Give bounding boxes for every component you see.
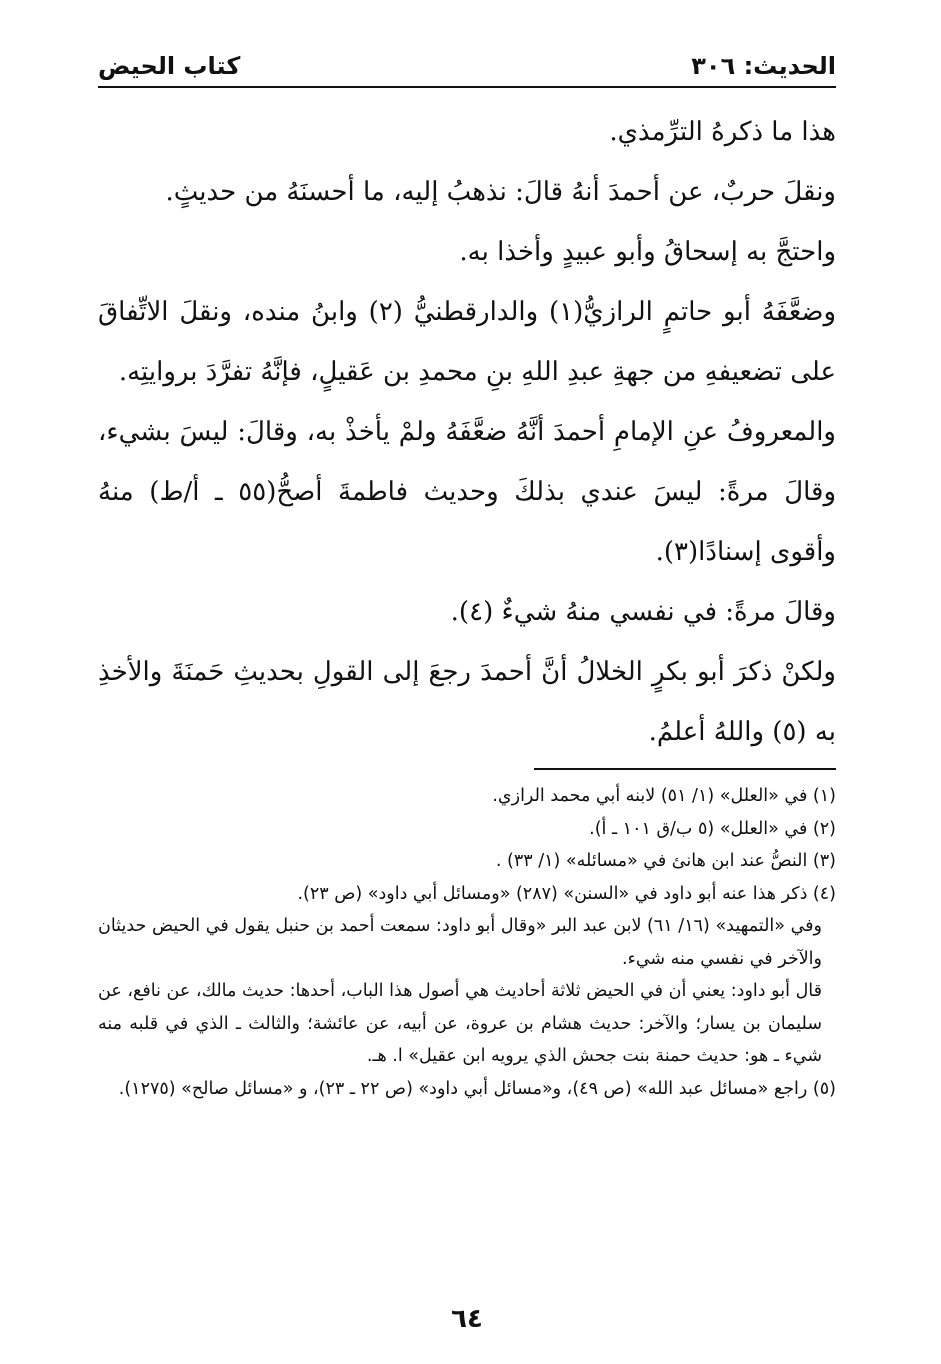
running-header — [98, 36, 836, 80]
main-text — [98, 102, 836, 762]
paragraph: ولكنْ ذكرَ أبو بكرٍ الخلالُ أنَّ أحمدَ رجعَ إلى القولِ بحديثِ حَمنَةَ والأخذِ به (٥) واللهُ أعلمُ. — [98, 657, 836, 747]
footnote: (٤) ذكر هذا عنه أبو داود في «السنن» (٢٨٧) «ومسائل أبي داود» (ص ٢٣). — [297, 883, 836, 904]
footnote-divider — [534, 768, 836, 770]
paragraph: وقالَ مرةً: في نفسي منهُ شيءٌ (٤). — [450, 597, 836, 627]
hadith-reference: الحديث: ٣٠٦ — [691, 52, 836, 80]
book-page — [98, 36, 836, 1336]
footnote: (٣) النصُّ عند ابن هانئ في «مسائله» (١/ ٣٣) . — [495, 851, 836, 871]
chapter-title: كتاب الحيض — [98, 52, 241, 80]
page-number: ٦٤ — [451, 1304, 483, 1334]
paragraph: ونقلَ حربٌ، عن أحمدَ أنهُ قالَ: نذهبُ إليه، ما أحسنَهُ من حديثٍ. — [165, 177, 836, 207]
footnote-continuation: قال أبو داود: يعني أن في الحيض ثلاثة أحاديث هي أصول هذا الباب، أحدها: حديث مالك، عن نافع، عن سليمان بن يسار؛ والآخر: حديث هشام بن عروة، عن أبيه، عن عائشة؛ والثالث ـ الذي في قلبه منه شيء ـ هو: حديث حمنة بنت جحش الذي يرويه ابن عقيل» ا. هـ. — [98, 981, 822, 1066]
paragraph: هذا ما ذكرهُ الترِّمذي. — [609, 117, 836, 147]
paragraph: والمعروفُ عنِ الإمامِ أحمدَ أنَّهُ ضعَّفَهُ ولمْ يأخذْ به، وقالَ: ليسَ بشيء، وقالَ مرةً: ليسَ عندي بذلكَ وحديث فاطمةَ أصحُّ(٥٥ ـ أ/ط) منهُ وأقوى إسنادًا(٣). — [98, 417, 837, 567]
footnotes — [98, 780, 836, 1105]
paragraph: وضعَّفَهُ أبو حاتمٍ الرازيُّ(١) والدارقطنيُّ (٢) وابنُ منده، ونقلَ الاتِّفاقَ على تضعيفهِ من جهةِ عبدِ اللهِ بنِ محمدِ بن عَقيلٍ، فإنَّهُ تفرَّدَ بروايتِه. — [98, 297, 836, 387]
footnote: (١) في «العلل» (١/ ٥١) لابنه أبي محمد الرازي. — [492, 786, 836, 806]
footnote: (٥) راجع «مسائل عبد الله» (ص ٤٩)، و«مسائل أبي داود» (ص ٢٢ ـ ٢٣)، و «مسائل صالح» (١٢٧٥). — [118, 1078, 836, 1099]
footnote-continuation: وفي «التمهيد» (١٦/ ٦١) لابن عبد البر «وقال أبو داود: سمعت أحمد بن حنبل يقول في الحيض حديثان والآخر في نفسي منه شيء. — [98, 916, 822, 969]
paragraph: واحتجَّ به إسحاقُ وأبو عبيدٍ وأخذا به. — [459, 237, 836, 267]
footnote: (٢) في «العلل» (٥ ب/ق ١٠١ ـ أ). — [589, 818, 836, 839]
header-divider — [98, 86, 836, 88]
